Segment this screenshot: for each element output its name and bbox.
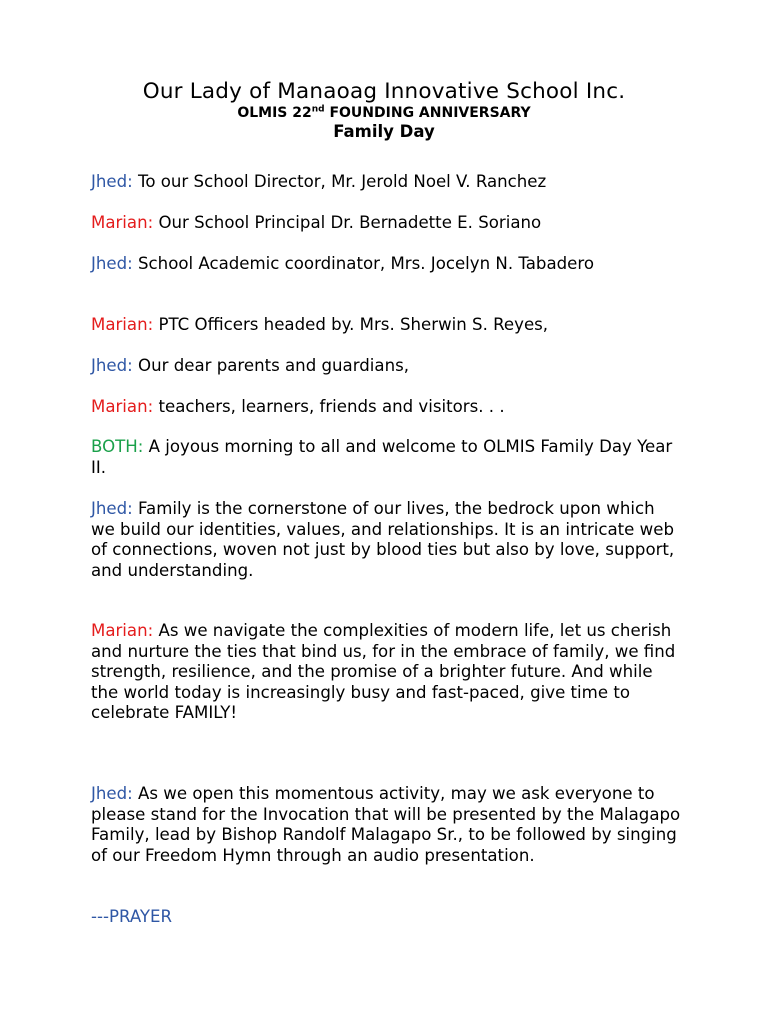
line-text: Our School Principal Dr. Bernadette E. Soriano: [153, 213, 542, 232]
event-title: Family Day: [333, 122, 435, 141]
line-text: School Academic coordinator, Mrs. Jocelyn N. Tabadero: [132, 254, 594, 273]
line-text: PTC Officers headed by. Mrs. Sherwin S. Reyes,: [153, 315, 549, 334]
school-name: Our Lady of Manaoag Innovative School Inc.: [142, 79, 626, 104]
speaker-label: Marian:: [91, 213, 154, 232]
script-line: [91, 315, 681, 336]
line-text: Family is the cornerstone of our lives, the bedrock upon which we build our identities, values, and relationships. It is an intricate web of connections, woven not just by blood ties but also by love, support, and understanding.: [91, 499, 675, 580]
script-line: [91, 254, 681, 275]
speaker-label: Marian:: [91, 397, 154, 416]
anniversary-suffix: FOUNDING ANNIVERSARY: [324, 105, 531, 121]
line-text: To our School Director, Mr. Jerold Noel V. Ranchez: [132, 172, 547, 191]
line-text: A joyous morning to all and welcome to OLMIS Family Day Year II.: [91, 437, 673, 477]
closing-prayer: ---PRAYER: [91, 907, 173, 926]
speaker-label: Marian:: [91, 315, 154, 334]
script-line: [91, 621, 681, 724]
speaker-label: Jhed:: [91, 172, 133, 191]
script-line: [91, 784, 681, 866]
script-line: [91, 172, 681, 193]
speaker-label: Marian:: [91, 621, 154, 640]
line-text: As we navigate the complexities of modern life, let us cherish and nurture the ties that bind us, for in the embrace of family, we find strength, resilience, and the promise of a brighter future. And while the world today is increasingly busy and fast-paced, give time to celebrate FAMILY!: [91, 621, 676, 723]
line-text: Our dear parents and guardians,: [132, 356, 410, 375]
anniversary-ordinal: nd: [311, 104, 325, 115]
script-line: [91, 437, 681, 478]
speaker-label: Jhed:: [91, 254, 133, 273]
script-line: [91, 356, 681, 377]
line-text: teachers, learners, friends and visitors. . .: [153, 397, 505, 416]
speaker-label: Jhed:: [91, 356, 133, 375]
line-text: As we open this momentous activity, may we ask everyone to please stand for the Invocation that will be presented by the Malagapo Family, lead by Bishop Randolf Malagapo Sr., to be followed by singing of our Freedom Hymn through an audio presentation.: [91, 784, 681, 865]
speaker-label: Jhed:: [91, 784, 133, 803]
script-line: [91, 397, 681, 418]
speaker-label: BOTH:: [91, 437, 144, 456]
speaker-label: Jhed:: [91, 499, 133, 518]
script-line: [91, 213, 681, 234]
script-line: [91, 499, 681, 581]
anniversary-prefix: OLMIS 22: [237, 105, 312, 121]
anniversary-title: [0, 104, 768, 122]
